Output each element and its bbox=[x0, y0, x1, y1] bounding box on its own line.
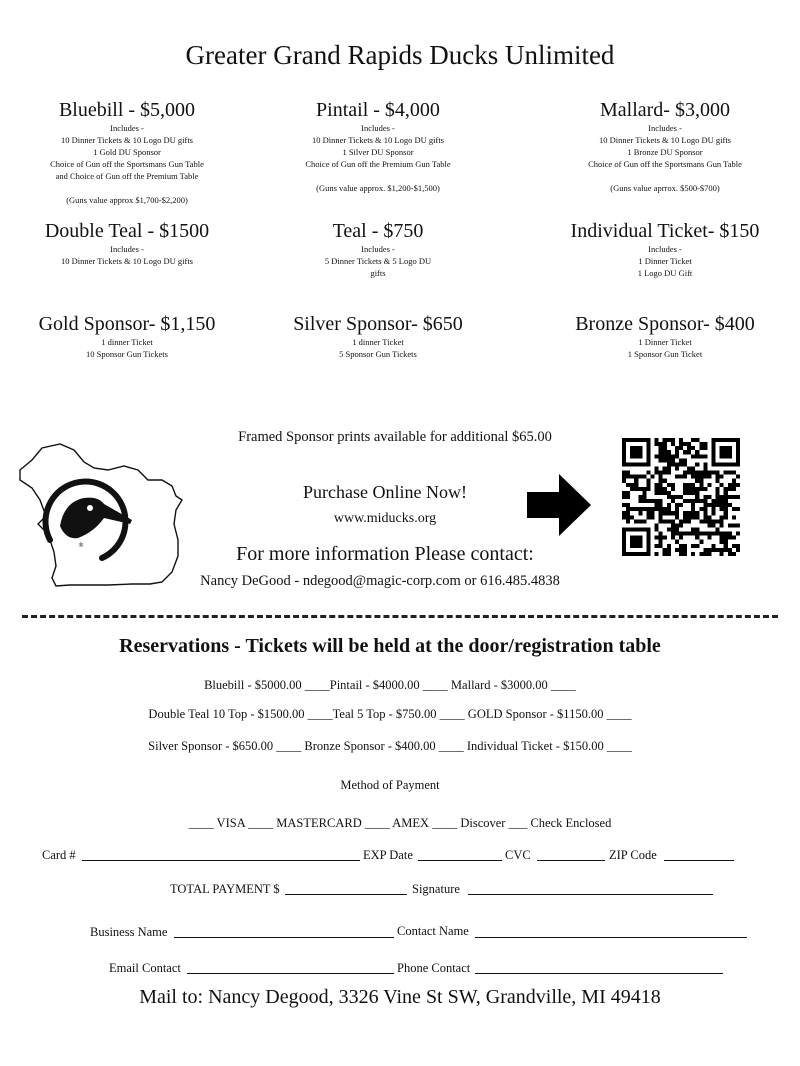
order-row-3[interactable]: Silver Sponsor - $650.00 ____ Bronze Sponsor - $400.00 ____ Individual Ticket - $150.00 ____ bbox=[148, 739, 632, 753]
tier-4 bbox=[0, 219, 257, 267]
tier-detail-line: Choice of Gun off the Premium Gun Table bbox=[305, 159, 451, 169]
tier-detail-line: 1 dinner Ticket bbox=[352, 337, 404, 347]
tier-detail-line: 1 Dinner Ticket bbox=[638, 256, 692, 266]
card-number-field[interactable] bbox=[82, 849, 360, 861]
tier-detail-line: Includes - bbox=[648, 244, 682, 254]
order-row-1[interactable]: Bluebill - $5000.00 ____Pintail - $4000.00 ____ Mallard - $3000.00 ____ bbox=[204, 678, 576, 692]
tier-1 bbox=[0, 98, 257, 206]
tier-name: Bronze Sponsor- $400 bbox=[575, 313, 755, 335]
tier-8 bbox=[248, 312, 508, 360]
tier-name: Bluebill - $5,000 bbox=[58, 99, 196, 121]
mail-to-address: Mail to: Nancy Degood, 3326 Vine St SW, Grandville, MI 49418 bbox=[139, 986, 661, 1008]
tier-detail-line: 1 Silver DU Sponsor bbox=[342, 147, 414, 157]
tier-6 bbox=[535, 219, 795, 279]
tier-detail-line: Choice of Gun off the Sportsmans Gun Table bbox=[50, 159, 204, 169]
framed-prints-note: Framed Sponsor prints available for additional $65.00 bbox=[238, 429, 552, 445]
cvc-field[interactable] bbox=[537, 849, 605, 861]
phone-contact-field[interactable] bbox=[475, 962, 723, 974]
tier-name: Pintail - $4,000 bbox=[316, 99, 440, 121]
tier-name: Mallard- $3,000 bbox=[600, 99, 730, 121]
total-payment-field[interactable] bbox=[285, 883, 407, 895]
exp-date-field[interactable] bbox=[418, 849, 502, 861]
email-contact-field[interactable] bbox=[187, 962, 394, 974]
tier-detail-line: 1 Sponsor Gun Ticket bbox=[627, 349, 703, 359]
payment-method-heading: Method of Payment bbox=[340, 778, 440, 792]
order-row-2[interactable]: Double Teal 10 Top - $1500.00 ____Teal 5 Top - $750.00 ____ GOLD Sponsor - $1150.00 ____ bbox=[148, 707, 632, 721]
tier-detail-line: Includes - bbox=[110, 123, 144, 133]
tier-name: Individual Ticket- $150 bbox=[570, 220, 760, 242]
tier-detail-line: 1 Dinner Ticket bbox=[638, 337, 692, 347]
tier-name: Double Teal - $1500 bbox=[44, 220, 210, 242]
page-title: Greater Grand Rapids Ducks Unlimited bbox=[185, 40, 615, 70]
right-arrow-icon bbox=[527, 474, 593, 536]
zip-code-label: ZIP Code bbox=[609, 848, 657, 862]
signature-field[interactable] bbox=[468, 883, 713, 895]
business-name-field[interactable] bbox=[174, 926, 394, 938]
website-link[interactable]: www.miducks.org bbox=[333, 511, 437, 526]
tier-detail-line: and Choice of Gun off the Premium Table bbox=[55, 171, 199, 181]
tier-9 bbox=[535, 312, 795, 360]
cut-line-divider bbox=[22, 615, 778, 618]
tier-detail-line: 10 Dinner Tickets & 10 Logo DU gifts bbox=[61, 135, 193, 145]
zip-code-field[interactable] bbox=[664, 849, 734, 861]
total-payment-label: TOTAL PAYMENT $ bbox=[170, 882, 280, 896]
cvc-label: CVC bbox=[505, 848, 531, 862]
tier-detail-line: 10 Dinner Tickets & 10 Logo DU gifts bbox=[312, 135, 444, 145]
tier-detail-line: 5 Sponsor Gun Tickets bbox=[339, 349, 417, 359]
tier-detail-line: Includes - bbox=[361, 123, 395, 133]
tier-detail-line: 5 Dinner Tickets & 5 Logo DU bbox=[324, 256, 432, 266]
reservations-title: Reservations - Tickets will be held at the door/registration table bbox=[119, 635, 661, 657]
signature-label: Signature bbox=[412, 882, 460, 896]
tier-name: Silver Sponsor- $650 bbox=[293, 313, 463, 335]
tier-name: Teal - $750 bbox=[332, 220, 424, 242]
contact-heading: For more information Please contact: bbox=[236, 543, 534, 565]
tier-detail-line: (Guns value aprrox. $500-$700) bbox=[610, 183, 720, 193]
tier-2 bbox=[248, 98, 508, 194]
contact-line: Nancy DeGood - ndegood@magic-corp.com or 616.485.4838 bbox=[200, 573, 560, 589]
tier-5 bbox=[248, 219, 508, 279]
registered-mark: ® bbox=[78, 542, 84, 549]
tier-detail-line: 10 Sponsor Gun Tickets bbox=[86, 349, 168, 359]
tier-3 bbox=[535, 98, 795, 194]
tier-detail-line: Includes - bbox=[648, 123, 682, 133]
tier-spacer bbox=[535, 170, 795, 182]
tier-detail-line: 10 Dinner Tickets & 10 Logo DU gifts bbox=[599, 135, 731, 145]
tier-spacer bbox=[248, 170, 508, 182]
tier-detail-line: (Guns value approx $1,700-$2,200) bbox=[66, 195, 188, 205]
tier-detail-line: gifts bbox=[370, 268, 386, 278]
tier-detail-line: 1 Logo DU Gift bbox=[637, 268, 693, 278]
phone-contact-label: Phone Contact bbox=[397, 961, 471, 975]
tier-7 bbox=[0, 312, 257, 360]
tier-detail-line: 10 Dinner Tickets & 10 Logo DU gifts bbox=[61, 256, 193, 266]
payment-options[interactable]: ____ VISA ____ MASTERCARD ____ AMEX ____ Discover ___ Check Enclosed bbox=[188, 816, 612, 830]
exp-date-label: EXP Date bbox=[363, 848, 413, 862]
tier-detail-line: Includes - bbox=[361, 244, 395, 254]
tier-detail-line: (Guns value approx. $1,200-$1,500) bbox=[316, 183, 440, 193]
tier-detail-line: 1 Gold DU Sponsor bbox=[93, 147, 161, 157]
tier-spacer bbox=[0, 182, 257, 194]
tier-detail-line: Choice of Gun off the Sportsmans Gun Table bbox=[588, 159, 742, 169]
contact-name-label: Contact Name bbox=[397, 924, 469, 938]
card-number-label: Card # bbox=[42, 848, 76, 862]
tier-detail-line: 1 Bronze DU Sponsor bbox=[627, 147, 703, 157]
business-name-label: Business Name bbox=[90, 925, 168, 939]
tier-detail-line: Includes - bbox=[110, 244, 144, 254]
purchase-online-heading: Purchase Online Now! bbox=[303, 482, 467, 502]
tier-name: Gold Sponsor- $1,150 bbox=[38, 313, 216, 335]
qr-code[interactable] bbox=[622, 437, 740, 557]
tier-detail-line: 1 dinner Ticket bbox=[101, 337, 153, 347]
contact-name-field[interactable] bbox=[475, 926, 747, 938]
email-contact-label: Email Contact bbox=[109, 961, 181, 975]
